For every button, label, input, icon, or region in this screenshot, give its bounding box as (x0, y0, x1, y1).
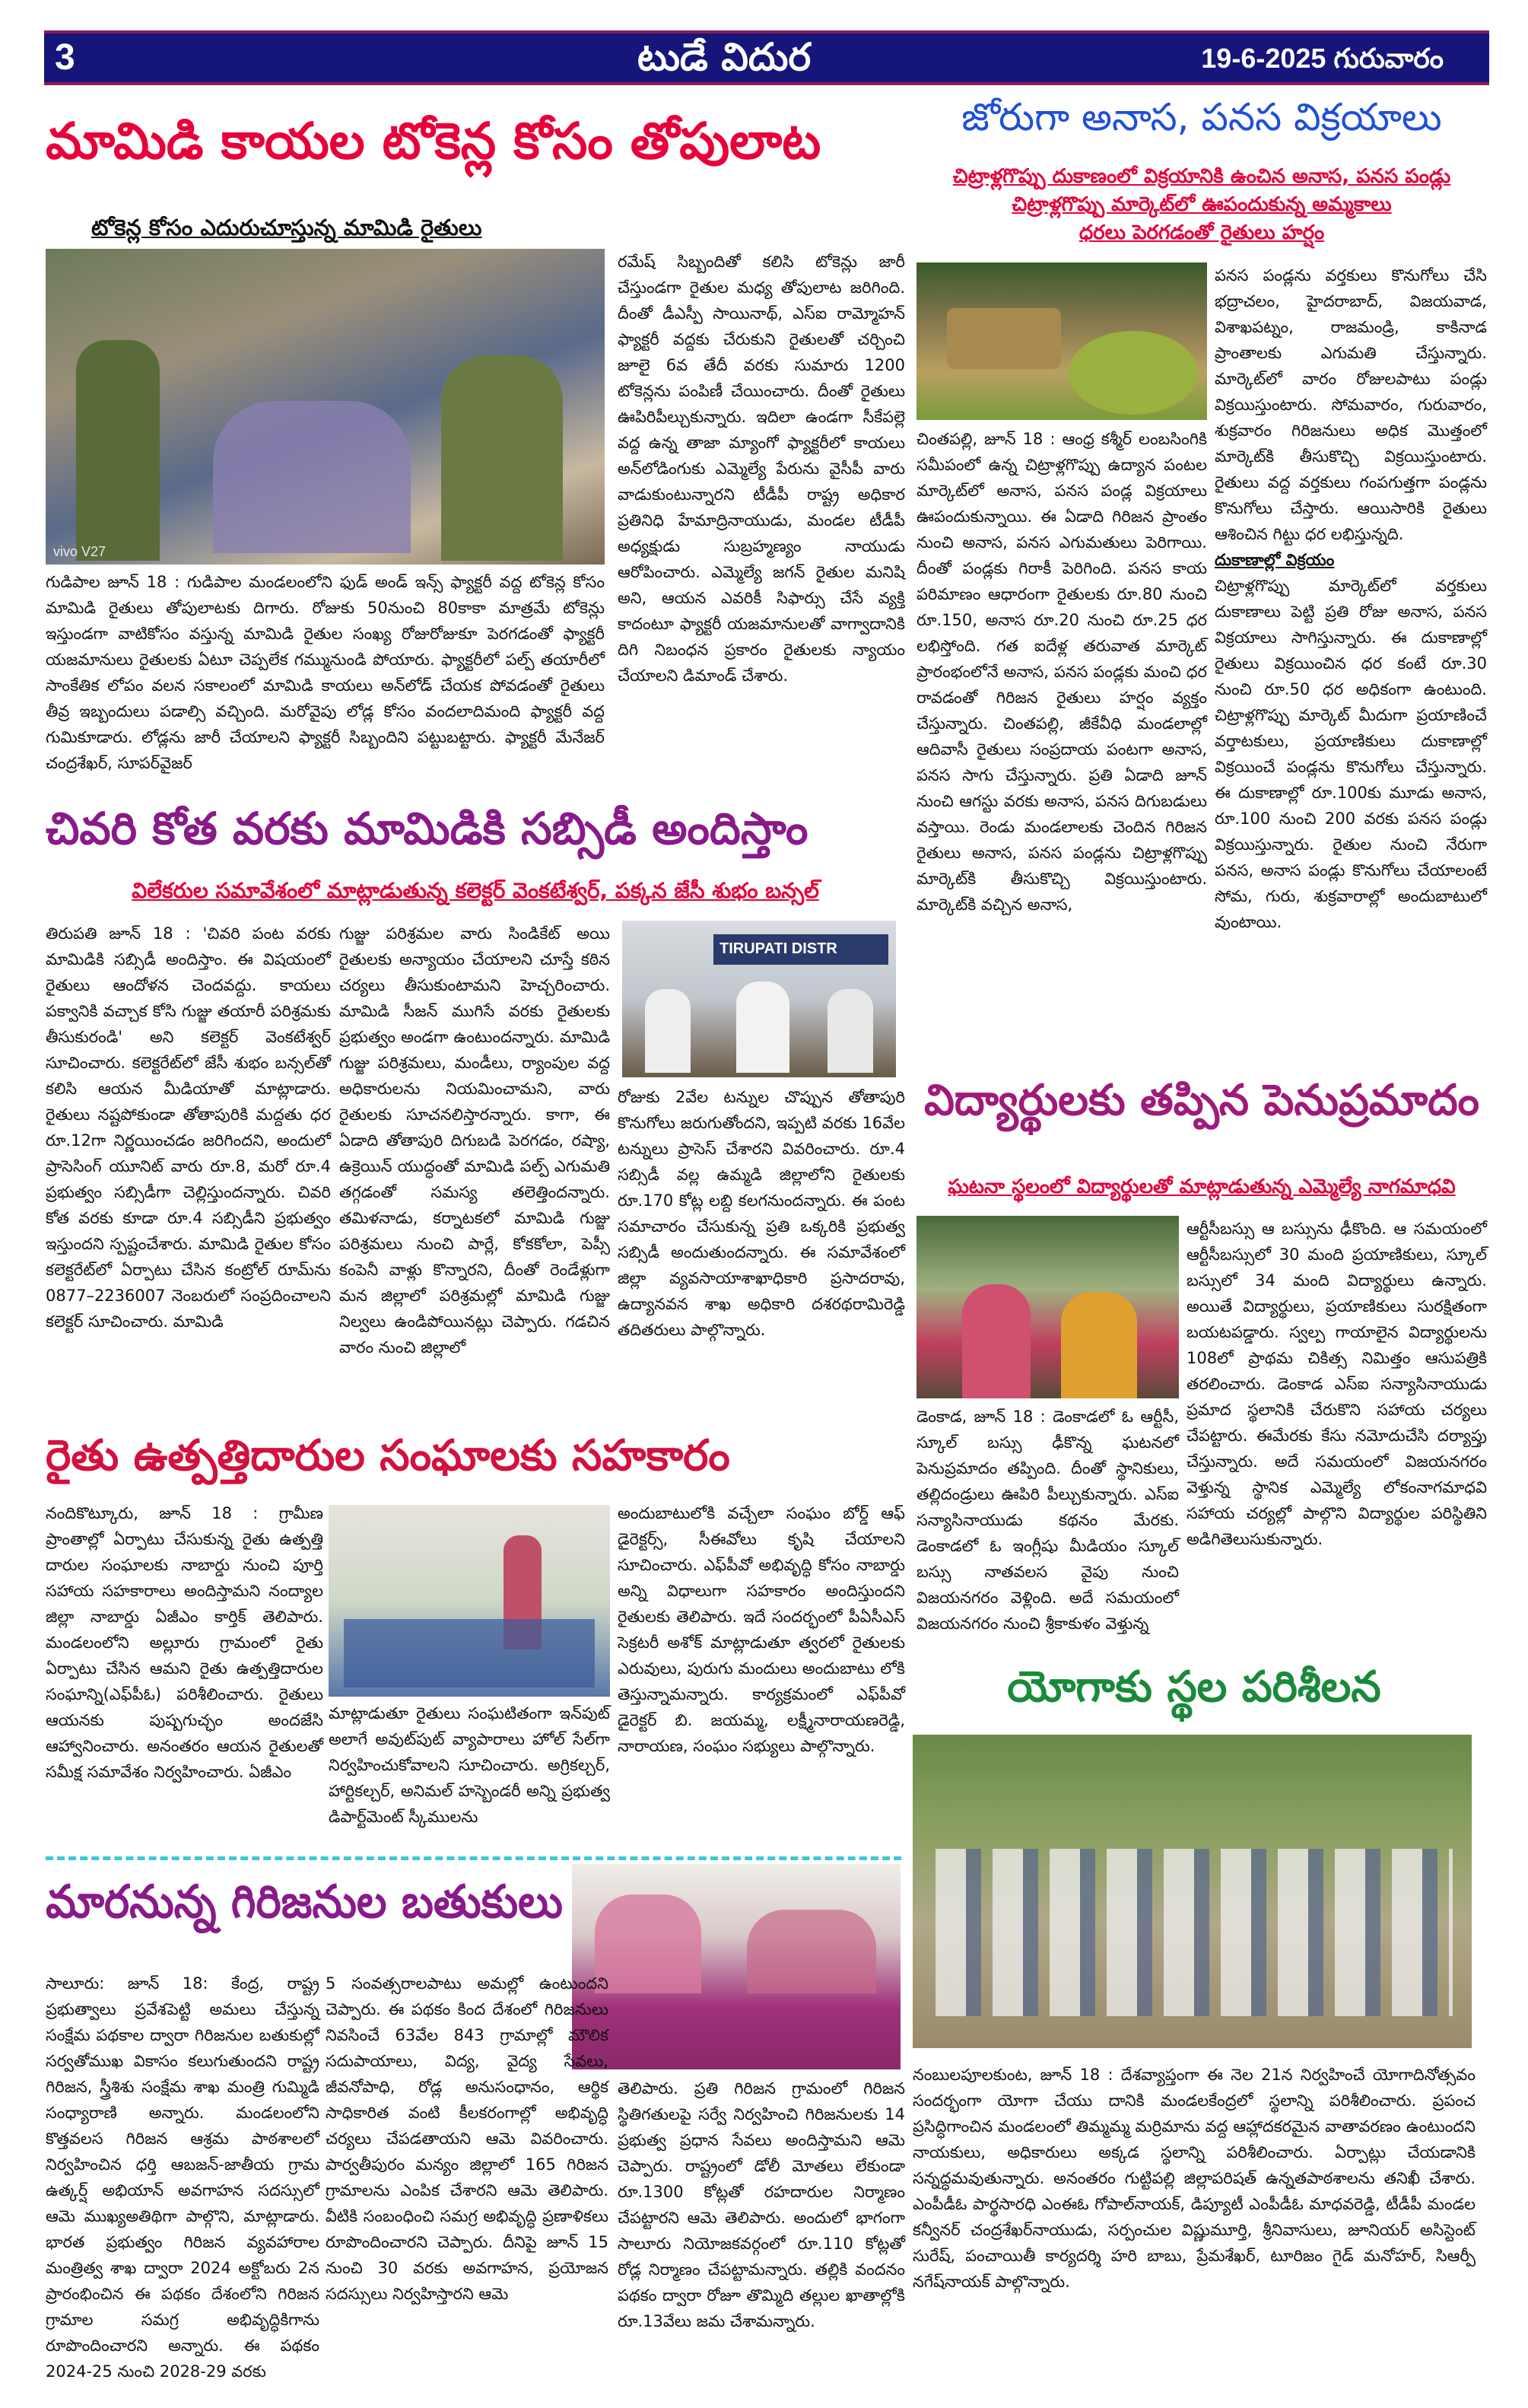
subheadline-bus-accident: ఘటనా స్థలంలో విద్యార్థులతో మాట్లాడుతున్న ఎమ్మెల్యే నాగమాధవి (948, 1175, 1456, 1198)
newspaper-name: టుడే విదుర (637, 35, 812, 79)
article-fruits-col2 (1215, 262, 1487, 935)
photo-watermark: vivo V27 (53, 544, 106, 559)
subheadline-fruits-3: ధరలు పెరగడంతో రైతులు హర్షం (1078, 221, 1325, 244)
headline-bus-accident: విద్యార్థులకు తప్పిన పెనుప్రమాదం (923, 1076, 1480, 1125)
kicker-shops-sale: దుకాణాల్లో విక్రయం (1215, 551, 1335, 569)
photo-farmers-waiting (46, 249, 605, 565)
photo-banner: TIRUPATI DISTR (713, 934, 888, 965)
article-text-bus-col2: ఆర్టీసీబస్సు ఆ బస్సును ఢీకొంది. ఆ సమయంలో ఆర్టీసీబస్సులో 30 మంది ప్రయాణికులు, స్కూల్ బస్సులో 34 మంది విద్యార్థులు ఉన్నారు. అయితే విద్యార్థులు, ప్రయాణికులు సురక్షితంగా బయటపడ్డారు. స్వల్ప గాయాలైన విద్యార్థులను 108లో ప్రాథమ చికిత్స నిమిత్తం ఆసుపత్రికి తరలించారు. డెంకాడ ఎస్ఐ సన్యాసినాయుడు ప్రమాద స్థలానికి చేరుకొని సహాయ చర్యలు చేపట్టారు. ఈమేరకు కేసు నమోదుచేసి దర్యాప్తు చేస్తున్నారు. అదే సమయంలో విజయనగరం వెళ్తున్న స్థానిక ఎమ్మెల్యే లోకంనాగమాధవి సహాయ చర్యల్లో పాల్గొని విద్యార్థుల పరిస్థితిని అడిగితెలుసుకున్నారు. (1187, 1220, 1487, 1548)
article-text-subsidy-col3: రోజుకు 2వేల టన్నుల చొప్పున తోతాపురి కొనుగోలు జరుగుతోందని, ఇప్పటి వరకు 16వేల టన్నులు ప్రాసెస్ చేశారని వివరించారు. రూ.4 సబ్సిడీ వల్ల ఉమ్మడి జిల్లాలోని రైతులకు రూ.170 కోట్ల లబ్ది కలగనుందన్నారు. ఈ పంట సమాచారం చేసుకున్న ప్రతి ఒక్కరికి ప్రభుత్వ సబ్సిడీ అందుతుందన్నారు. ఈ సమావేశంలో జిల్లా వ్యవసాయాశాఖాధికారి ప్రసాదరావు, ఉద్యానవన శాఖ అధికారి దశరథరామిరెడ్డి తదితరులు పాల్గొన్నారు. (618, 1088, 905, 1339)
article-text-fruits-col1: చింతపల్లి, జూన్ 18 : ఆంధ్ర కశ్మీర్ లంబసింగికి సమీపంలో ఉన్న చిట్రాళ్లగొప్పు ఉద్యాన పంటల మార్కెట్‌లో అనాస, పనస పండ్ల విక్రయాలు ఊపందుకున్నాయి. ఈ ఏడాది గిరిజన ప్రాంతం నుంచి అనాస, పనస ఎగుమతులు పెరిగాయి. దీంతో పండ్లకు గిరాకీ పెరిగింది. పనస కాయ పరిమాణం ఆధారంగా రైతులకు రూ.80 నుంచి రూ.150, అనాస రూ.20 నుంచి రూ.25 ధర లభిస్తోంది. గత ఐదేళ్ల తరువాత మార్కెట్ ప్రారంభంలోనే అనాస, పనస పండ్లకు మంచి ధర రావడంతో గిరిజన రైతులు హర్షం వ్యక్తం చేస్తున్నారు. చింతపల్లి, జీకేవీధి మండలాల్లో ఆదివాసీ రైతులు సంప్రదాయ పంటగా అనాస, పనస సాగు చేస్తున్నారు. ప్రతి ఏడాది జూన్ నుంచి ఆగస్టు వరకు అనాస, పనస దిగుబడులు వస్తాయి. రెండు మండలాలకు చెందిన గిరిజన రైతులు అనాస, పనస పండ్లను చిట్రాళ్లగొప్పు మార్కెట్‌కి తీసుకొచ్చి విక్రయిస్తుంటారు. మార్కెట్‌కి వచ్చిన అనాస, (916, 430, 1207, 914)
edition-date: 19-6-2025 గురువారం (1201, 43, 1444, 74)
masthead (44, 30, 1489, 85)
article-text-fpo-col1: నందికొట్కూరు, జూన్ 18 : గ్రామీణ ప్రాంతాల్లో ఏర్పాటు చేసుకున్న రైతు ఉత్పత్తి దారుల సంఘాలకు నాబార్డు నుంచి పూర్తి సహాయ సహకారాలు అందిస్తామని నంద్యాల జిల్లా నాబార్డు ఏజీఎం కార్తిక్ తెలిపారు. మండలంలోని అల్లూరు గ్రామంలో రైతు ఏర్పాటు చేసిన ఆమని రైతు ఉత్పత్తిదారుల సంఘాన్ని(ఎఫ్‌పీఓ) పరిశీలించారు. రైతులు ఆయనకు పుష్పగుచ్ఛం అందజేసి ఆహ్వానించారు. అనంతరం ఆయన రైతులతో సమీక్ష సమావేశం నిర్వహించారు. ఏజీఎం (46, 1504, 323, 1781)
headline-fpo: రైతు ఉత్పత్తిదారుల సంఘాలకు సహకారం (46, 1431, 730, 1481)
headline-tribal: మారనున్న గిరిజనుల బతుకులు (46, 1875, 563, 1929)
photo-title-mango-tokens: టోకెన్ల కోసం ఎదురుచూస్తున్న మామిడి రైతులు (91, 215, 482, 240)
page-number: 3 (55, 37, 75, 78)
photo-fpo-meeting (329, 1505, 610, 1697)
photo-mla-with-students (916, 1216, 1179, 1398)
article-text-fruits-col2: పనస పండ్లను వర్తకులు కొనుగోలు చేసి భద్రాచలం, హైదరాబాద్, విజయవాడ, విశాఖపట్నం, రాజమండ్రి, కాకినాడ ప్రాంతాలకు ఎగుమతి చేస్తున్నారు. మార్కెట్‌లో వారం రోజులపాటు పండ్లు విక్రయిస్తుంటారు. సోమవారం, గురువారం, శుక్రవారం గిరిజనులు అధిక మొత్తంలో మార్కెట్‌కి తీసుకొచ్చి విక్రయిస్తుంటారు. రైతులు వద్ద వర్తకులు గంపగుత్తగా పండ్లను కొనుగోలు చేస్తారు. ఆయిసారికి రైతులు ఆశించిన గిట్టు ధర లభిస్తున్నది. (1215, 266, 1487, 543)
article-text-bus-col1: డెంకాడ, జూన్ 18 : డెంకాడలో ఓ ఆర్టీసీ, స్కూల్ బస్సు ఢీకొన్న ఘటనలో పెనుప్రమాదం తప్పింది. దీంతో స్థానికులు, తల్లిదండ్రులు ఊపిరి పీల్చుకున్నారు. ఎస్ఐ సన్యాసినాయుడు కథనం మేరకు. డెంకాడలో ఓ ఇంగ్లీషు మీడియం స్కూల్ బస్సు నాతవలస వైపు నుంచి విజయనగరం వెళ్లింది. అదే సమయంలో విజయనగరం నుంచి శ్రీకాకుళం వెళ్తున్న (916, 1408, 1179, 1633)
subheadline-fruits-2: చిట్రాళ్లగొప్పు మార్కెట్‌లో ఊపందుకున్న అమ్మకాలు (1012, 193, 1392, 216)
headline-mango-tokens: మామిడి కాయల టోకెన్ల కోసం తోపులాట (46, 112, 821, 170)
article-text-tribal-col1: సాలూరు: జూన్ 18: కేంద్ర, రాష్ట్ర ప్రభుత్వాలు ప్రవేశపెట్టి అమలు చేస్తున్న సంక్షేమ పథకాల ద్వారా గిరిజనుల బతుకుల్లో సర్వతోముఖ వికాసం కలుగుతుందని రాష్ట్ర గిరిజన, స్త్రీశిశు సంక్షేమ శాఖ మంత్రి గుమ్మిడి సంధ్యారాణి అన్నారు. మండలంలోని కొత్తవలస గిరిజన ఆశ్రమ పాఠశాలలో నిర్వహించిన ధర్తి ఆబజన్-జాతీయ గ్రామ ఉత్కర్ష్ అభియాన్ అవగాహన సదస్సులో ఆమె ముఖ్యఅతిథిగా పాల్గొని, మాట్లాడారు. భారత ప్రభుత్వం గిరిజన వ్యవహారాల మంత్రిత్వ శాఖ ద్వారా 2024 అక్టోబరు 2న ప్రారంభించిన ఈ పథకం దేశంలోని గిరిజన గ్రామాల సమగ్ర అభివృద్ధికిగాను రూపొందించారని అన్నారు. ఈ పథకం 2024-25 నుంచి 2028-29 వరకు (46, 1974, 319, 2381)
headline-yoga: యోగాకు స్థల పరిశీలన (1007, 1662, 1381, 1712)
article-text-mango-continuation: రమేష్ సిబ్బందితో కలిసి టోకెన్లు జారీ చేస్తుండగా రైతుల మధ్య తోపులాట జరిగింది. దీంతో డీఎస్పీ సాయినాథ్, ఎస్ఐ రామ్మోహన్ ఫ్యాక్టరీ వద్దకు చేరుకుని రైతులతో చర్చించి జూలై 6వ తేదీ వరకు సుమారు 1200 టోకెన్లను పంపిణీ చేయించారు. దీంతో రైతులు ఊపిరిపీల్చుకున్నారు. ఇదిలా ఉండగా సీకేపల్లె వద్ద ఉన్న తాజా మ్యాంగో ఫ్యాక్టరీలో కాయలు అన్‌లోడింగుకు ఎమ్మెల్యే పేరును వైసీపీ వారు వాడుకుంటున్నారని టీడీపీ రాష్ట్ర అధికార ప్రతినిధి హేమాద్రినాయుడు, మండల టీడీపీ అధ్యక్షుడు సుబ్రహ్మణ్యం నాయుడు ఆరోపించారు. ఎమ్మెల్యే జగన్ రైతుల మనిషి అని, ఆయన ఎవరికీ సిఫార్సు చేసే వ్యక్తి కాదంటూ ఫ్యాక్టరీ యజమానులతో వాగ్వాదానికి దిగి నిబంధన ప్రకారం రైతులకు న్యాయం చేయాలని డిమాండ్ చేశారు. (618, 253, 905, 685)
photo-yoga-site-inspection (913, 1735, 1472, 2048)
article-text-mango-lead: గుడిపాల జూన్ 18 : గుడిపాల మండలంలోని ఫుడ్ అండ్ ఇన్స్ ఫ్యాక్టరీ వద్ద టోకెన్ల కోసం మామిడి రైతులు తోపులాటకు దిగారు. రోజుకు 50నుంచి 80కాకా మాత్రమే టోకెన్లు ఇస్తుండగా వాటికోసం వస్తున్న మామిడి రైతుల సంఖ్య రోజురోజుకూ పెరగడంతో ఫ్యాక్టరీ యజమానులు రైతులకు ఏటూ చెప్పలేక గమ్మునుండి పోయారు. ఫ్యాక్టరీలో పల్ప్ తయారీలో సాంకేతిక లోపం వలన సకాలంలో మామిడి కాయలు అన్‌లోడ్ చేయక పోవడంతో రైతులు తీవ్ర ఇబ్బందులు పడాల్సి వచ్చింది. మరోవైపు లోడ్ల కోసం వందలాదిమంది ఫ్యాక్టరీ వద్ద గుమికూడారు. లోడ్లను జారీ చేయాలని ఫ్యాక్టరీ సిబ్బందిని పట్టుబట్టారు. ఫ్యాక్టరీ మేనేజర్ చంద్రశేఖర్, సూపర్‌వైజర్ (46, 573, 605, 772)
section-divider (46, 1856, 901, 1860)
article-text-yoga: నంబులపూలకుంట, జూన్ 18 : దేశవ్యాప్తంగా ఈ నెల 21న నిర్వహించే యోగాదినోత్సవం సందర్భంగా యోగా చేయు దానికి మండలకేంద్రలో స్థలాన్ని పరిశీలించారు. ప్రపంచ ప్రసిద్ధిగాంచిన మండలంలో తిమ్మమ్మ మర్రిమాను వద్ద ఆహ్లాదకరమైన వాతావరణం ఉంటుందని నాయకులు, అధికారులు అక్కడ స్థలాన్ని పరిశీలించారు. ఏర్పాట్లు చేయడానికి సన్నద్ధమవుతున్నారు. అనంతరం గుట్టిపల్లి జిల్లాపరిషత్ ఉన్నతపాఠశాలను తనిఖీ చేశారు. ఎంపీడీఓ పార్థసారధి ఎంఈఓ గోపాల్‌నాయక్, డిప్యూటీ ఎంపీడీఓ మాధవరెడ్డి, టీడీపీ మండల కన్వీనర్ చంద్రశేఖర్‌నాయుడు, సర్పంచుల విష్ణుమూర్తి, శ్రీనివాసులు, జూనియర్ అసిస్టెంట్ సురేష్, పంచాయితీ కార్యదర్శి హరి బాబు, ప్రేమశేఖర్, టూరిజం గైడ్ మనోహర్, సిఆర్పీ నగేష్‌నాయక్ పాల్గొన్నారు. (913, 2066, 1476, 2291)
article-text-subsidy-col2: గుజ్జు పరిశ్రమల వారు సిండికేట్ అయి రైతులకు అన్యాయం చేయాలని చూస్తే కఠిన చర్యలు తీసుకుంటామని హెచ్చరించారు. మామిడి సీజన్ ముగిసే వరకు రైతులకు ప్రభుత్వం అండగా ఉంటుందన్నారు. మామిడి గుజ్జు పరిశ్రమలు, మండీలు, ర్యాంపుల వద్ద అధికారులను నియమించామని, వారు రైతులకు సూచనలిస్తారన్నారు. కాగా, ఈ ఏడాది తోతాపురి దిగుబడి పెరగడం, రష్యా, ఉక్రెయిన్ యుద్ధంతో మామిడి పల్ప్ ఎగుమతి తగ్గడంతో సమస్య తలెత్తిందన్నారు. తమిళనాడు, కర్నాటకలో మామిడి గుజ్జు పరిశ్రమలు నుంచి పార్లే, కోకకోలా, పెప్సీ కంపెనీ వాళ్లు కొన్నారని, దీంతో రెండేళ్లుగా మన జిల్లాలో పరిశ్రమల్లో మామిడి గుజ్జు నిల్వలు ఉండిపోయినట్లు చెప్పారు. గడచిన వారం నుంచి జిల్లాలో (339, 924, 610, 1357)
subheadline-subsidy: విలేకరుల సమావేశంలో మాట్లాడుతున్న కలెక్టర్ వెంకటేశ్వర్, పక్కన జేసీ శుభం బన్సల్ (132, 878, 819, 903)
photo-collector-press-meet (622, 921, 896, 1077)
photo-tribal-event (572, 1864, 901, 2069)
article-text-fpo-col3: అందుబాటులోకి వచ్చేలా సంఘం బోర్డ్ ఆఫ్ డైరెక్టర్స్, సీఈవోలు కృషి చేయాలని సూచించారు. ఎఫ్‌పీవో అభివృద్ధి కోసం నాబార్డు అన్ని విధాలుగా సహకారం అందిస్తుందని రైతులకు తెలిపారు. ఇదే సందర్భంలో పీఏసీఎస్ సెక్రటరీ అశోక్ మాట్లాడుతూ త్వరలో రైతులకు ఎరువులు, పురుగు మందులు అందుబాటు లోకి తెస్తున్నామన్నారు. కార్యక్రమంలో ఎఫ్‌పీవో డైరెక్టర్ బి. జయమ్మ, లక్ష్మీనారాయణరెడ్డి, నారాయణ, సంఘం సభ్యులు పాల్గొన్నారు. (618, 1504, 905, 1755)
headline-subsidy: చివరి కోత వరకు మామిడికి సబ్సిడీ అందిస్తాం (46, 803, 808, 854)
article-text-fpo-col2: మాట్లాడుతూ రైతులు సంఘటితంగా ఇన్‌పుట్ అలాగే అవుట్‌పుట్ వ్యాపారాలు హోల్ సేల్‌గా నిర్వహించుకోవాలని సూచించారు. అగ్రికల్చర్, హార్టికల్చర్, అనిమల్ హస్బెండరీ అన్ని ప్రభుత్వ డిపార్ట్‌మెంట్ స్కీములను (329, 1704, 610, 1826)
headline-tribal-box (46, 1876, 563, 1929)
article-text-fruits-col2b: చిట్రాళ్లగొప్పు మార్కెట్‌లో వర్తకులు దుకాణాలు పెట్టి ప్రతి రోజు అనాస, పనస విక్రయాలు సాగిస్తున్నారు. ఈ దుకాణాల్లో రైతులు విక్రయించిన ధర కంటే రూ.30 నుంచి రూ.50 ధర అధికంగా ఉంటుంది. చిట్రాళ్లగొప్పు మార్కెట్ మీదుగా ప్రయాణించే వర్తాటకులు, ప్రయాణికులు దుకాణాల్లో విక్రయించే పండ్లను కొనుగోలు చేస్తున్నారు. ఈ దుకాణాల్లో రూ.100కు మూడు అనాస, రూ.100 నుంచి 200 వరకు పనస పండ్లు విక్రయిస్తున్నారు. రైతుల నుంచి నేరుగా పనస, అనాస పండ్లు కొనుగోలు చేయాలంటే సోమ, గురు, శుక్రవారాల్లో అందుబాటులో వుంటాయి. (1215, 577, 1487, 931)
photo-fruit-stall (916, 262, 1207, 420)
article-text-tribal-col2: 5 సంవత్సరాలపాటు అమల్లో ఉంటుందని చెప్పారు. ఈ పథకం కింద దేశంలో గిరిజనులు నివసించే 63వేల 843 గ్రామాల్లో మౌలిక సదుపాయాలు, విద్య, వైద్య సేవలు, జీవనోపాధి, రోడ్ల అనుసంధానం, ఆర్థిక సాధికారిత వంటి కీలకరంగాల్లో అభివృద్ధి చర్యలు చేపడతాయని ఆమె వివరించారు. పార్వతీపురం మన్యం జిల్లాలో 165 గిరిజన గ్రామాలను ఎంపిక చేశారని ఆమె తెలిపారు. వీటికి సంబంధించి సమగ్ర అభివృద్ధి ప్రణాళికలు రూపొందించారని చెప్పారు. దీనిపై జూన్ 15 నుంచి 30 వరకు అవగాహన, ప్రయోజన సదస్సులు నిర్వహిస్తారని ఆమె (326, 1974, 608, 2303)
subheadline-fruits-1: చిట్రాళ్లగొప్పు దుకాణంలో విక్రయానికి ఉంచిన అనాస, పనస పండ్లు (952, 165, 1451, 188)
article-text-subsidy-col1: తిరుపతి జూన్ 18 : 'చివరి పంట వరకు మామిడికి సబ్సిడీ అందిస్తాం. ఈ విషయంలో రైతులు ఆందోళన చెందవద్దు. కాయలు పక్వానికి వచ్చాక కోసి గుజ్జు తయారీ పరిశ్రమకు తీసుకురండి' అని కలెక్టర్ వెంకటేశ్వర్ సూచించారు. కలెక్టరేట్‌లో జేసీ శుభం బన్సల్‌తో కలిసి ఆయన మీడియాతో మాట్లాడారు. రైతులు నష్టపోకుండా తోతాపురికి మద్దతు ధర రూ.12గా నిర్ణయించడం జరిగిందని, అందులో ప్రాసెసింగ్ యూనిట్ వారు రూ.8, మరో రూ.4 ప్రభుత్వం సబ్సిడీగా చెల్లిస్తుందన్నారు. చివరి కోత వరకు కూడా రూ.4 సబ్సిడీని ప్రభుత్వం ఇస్తుందని స్పష్టంచేశారు. మామిడి రైతుల కోసం కలెక్టరేట్‌లో ఏర్పాటు చేసిన కంట్రోల్ రూమ్‌ను 0877–2236007 నెంబరులో సంప్రదించాలని కలెక్టర్ సూచించారు. మామిడి (46, 924, 331, 1331)
headline-fruits: జోరుగా అనాస, పనస విక్రయాలు (961, 95, 1442, 139)
article-text-tribal-col3: తెలిపారు. ప్రతి గిరిజన గ్రామంలో గిరిజన స్థితిగతులపై సర్వే నిర్వహించి గిరిజనులకు 14 ప్రభుత్వ ప్రధాన సేవలు అందిస్తామని ఆమె చెప్పారు. రాష్ట్రంలో డోలీ మోతలు లేకుండా రూ.1300 కోట్లతో రహదారుల నిర్మాణం చేపట్టారని ఆమె తెలిపారు. అందులో భాగంగా సాలూరు నియోజకవర్గంలో రూ.110 కోట్లతో రోడ్ల నిర్మాణం చేపట్టామన్నారు. తల్లికి వందనం పథకం ద్వారా రోజూ తొమ్మిది తల్లుల ఖాతాల్లోకి రూ.13వేలు జమ చేశామన్నారు. (618, 2079, 905, 2330)
